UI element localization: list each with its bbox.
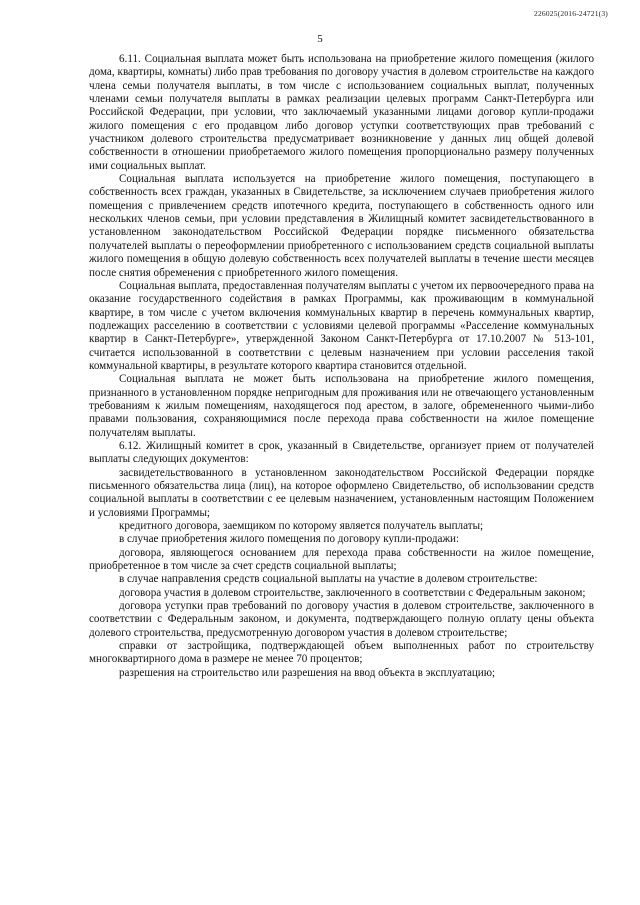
list-item-construction-permit: разрешения на строительство или разрешения на ввод объекта в эксплуатацию; xyxy=(119,666,496,679)
paragraph-6-11: 6.11. Социальная выплата может быть использована на приобретение жилого помещения (жилого дома, квартиры, комнаты) либо прав требования по договору участия в долевом строительстве на каждого члена семьи получателя выплаты, в том числе с использованием социальных выплат, полученных членами семьи получателя выплаты в рамках реализации целевых программ Санкт-Петербурга или Российской Федерации, при условии, что заключаемый указанными лицами договор купли-продажи жилого помещения с его продавцом либо договор уступки соответствующих прав требований с участником долевого строительства предусматривает возникновение у данных лиц общей долевой собственности в отношении приобретаемого жилого помещения пропорционально размеру полученных ими социальных выплат. xyxy=(89,53,594,172)
paragraph-unfit-housing: Социальная выплата не может быть использована на приобретение жилого помещения, признанного в установленном порядке непригодным для проживания или не отвечающего установленным требованиям к жилым помещениям, находящегося под арестом, в залоге, обремененного чьими-либо правами пользования, сохраняющимися после перехода права собственности на жилое помещение получателям выплаты. xyxy=(89,373,594,439)
list-item-developer-certificate: справки от застройщика, подтверждающей объем выполненных работ по строительству многоквартирного дома в размере не менее 70 процентов; xyxy=(89,640,594,666)
list-item-assignment-agreement: договора уступки прав требований по договору участия в долевом строительстве, заключенного в соответствии с Федеральным законом, и документа, подтверждающего полную оплату цены объекта долевого строительства, предусмотренную договором участия в долевом строительстве; xyxy=(89,600,594,639)
page-number: 5 xyxy=(317,33,323,45)
list-item-purchase-case: в случае приобретения жилого помещения по договору купли-продажи: xyxy=(119,533,460,546)
list-item-participation-agreement: договора участия в долевом строительстве, заключенного в соответствии с Федеральным законом; xyxy=(119,586,586,599)
document-registration-number: 226025(2016-24721(3) xyxy=(534,9,608,18)
document-body xyxy=(89,53,594,680)
list-item-credit-agreement: кредитного договора, заемщиком по которому является получатель выплаты; xyxy=(119,520,484,533)
paragraph-6-12: 6.12. Жилищный комитет в срок, указанный в Свидетельстве, организует прием от получателей выплаты следующих документов: xyxy=(89,439,594,466)
paragraph-ownership-condition: Социальная выплата используется на приобретение жилого помещения, поступающего в собственность всех граждан, указанных в Свидетельстве, за исключением случаев приобретения жилого помещения с привлечением средств ипотечного кредита, поступающего в собственность одного или нескольких членов семьи, при условии представления в Жилищный комитет засвидетельствованного в установленном законодательством Российской Федерации порядке письменного обязательства получателей выплаты о переоформлении приобретенного с использованием средств социальной выплаты жилого помещения в общую долевую собственность всех получателей выплаты в течение шести месяцев после снятия обременения с приобретенного жилого помещения. xyxy=(89,173,594,279)
paragraph-communal-apartment: Социальная выплата, предоставленная получателям выплаты с учетом их первоочередного права на оказание государственного содействия в рамках Программы, как проживающим в коммунальной квартире, в том числе с учетом включения коммунальных квартир в перечень коммунальных квартир, подлежащих расселению в соответствии с условиями целевой программы «Расселение коммунальных квартир в Санкт-Петербурге», утвержденной Законом Санкт-Петербурга от 17.10.2007 № 513-101, считается использованной в соответствии с целевым назначением при условии расселения такой коммунальной квартиры, в результате которого квартира становится отдельной. xyxy=(89,279,594,372)
list-item-shared-construction-case: в случае направления средств социальной выплаты на участие в долевом строительстве: xyxy=(119,573,538,586)
list-item-ownership-contract: договора, являющегося основанием для перехода права собственности на жилое помещение, приобретенное в том числе за счет средств социальной выплаты; xyxy=(89,546,594,573)
list-item-written-obligation: засвидетельствованного в установленном законодательством Российской Федерации порядке письменного обязательства лица (лиц), на которое оформлено Свидетельство, об использовании средств социальной выплаты в соответствии с ее целевым назначением, установленным настоящим Положением и условиями Программы; xyxy=(89,466,594,519)
